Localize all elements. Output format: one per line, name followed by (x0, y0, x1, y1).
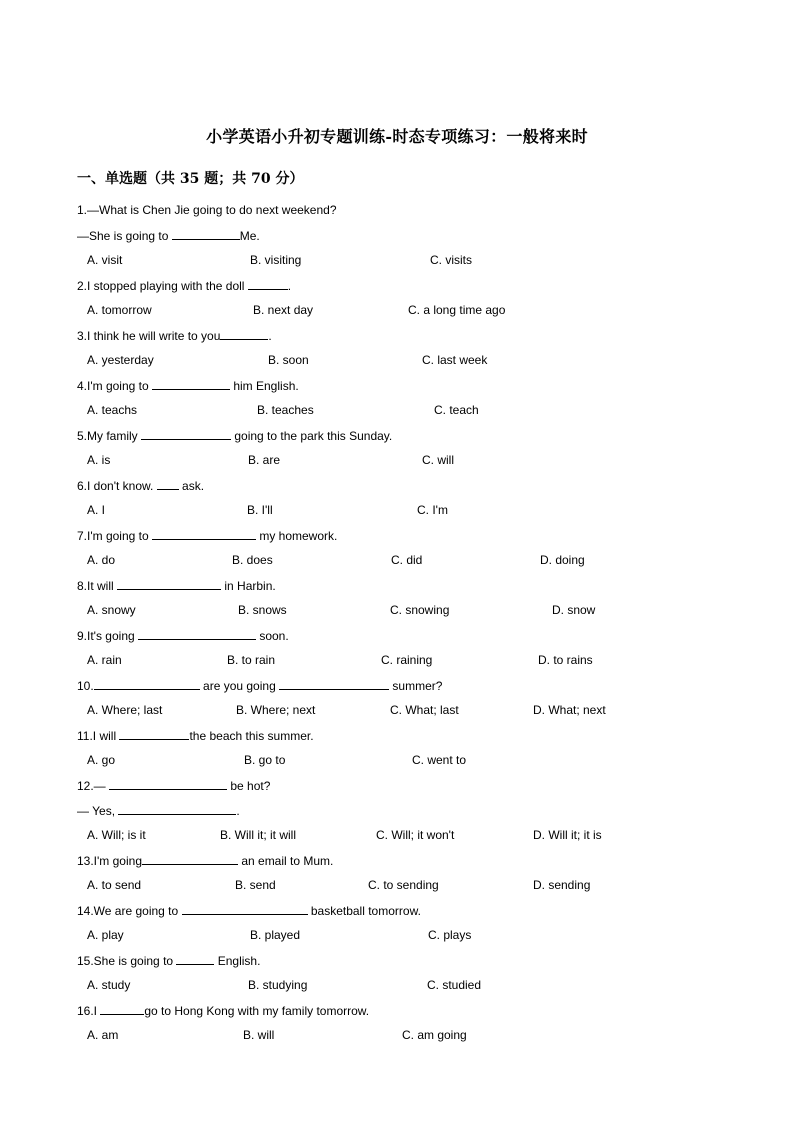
question-text-segment: 6.I don't know. (77, 479, 157, 493)
answer-blank (100, 1001, 144, 1015)
question (77, 851, 737, 901)
answer-blank (117, 576, 221, 590)
answer-blank (141, 426, 231, 440)
answer-option[interactable]: A. go (87, 753, 116, 767)
answer-option[interactable]: B. next day (253, 303, 314, 317)
question-text-segment: go to Hong Kong with my family tomorrow. (144, 1004, 370, 1018)
question-text (77, 276, 737, 301)
question-text-segment: . (287, 279, 292, 293)
answer-option[interactable]: C. teach (434, 403, 479, 417)
answer-blank (172, 226, 240, 240)
question-text (77, 226, 737, 251)
answer-option[interactable]: C. a long time ago (408, 303, 506, 317)
question-text-segment: the beach this summer. (189, 729, 314, 743)
answer-option[interactable]: C. am going (402, 1028, 467, 1042)
question-text (77, 526, 737, 551)
answer-options (77, 751, 737, 776)
answer-option[interactable]: C. last week (422, 353, 488, 367)
answer-blank (157, 476, 179, 490)
answer-options (77, 551, 737, 576)
answer-option[interactable]: A. I (87, 503, 106, 517)
answer-option[interactable]: B. to rain (227, 653, 276, 667)
answer-blank (152, 376, 230, 390)
answer-option[interactable]: B. snows (238, 603, 287, 617)
answer-option[interactable]: C. I'm (417, 503, 448, 517)
question (77, 901, 737, 951)
question-text (77, 626, 737, 651)
answer-blank (109, 776, 227, 790)
answer-options (77, 826, 737, 851)
answer-option[interactable]: B. are (248, 453, 281, 467)
answer-option[interactable]: A. visit (87, 253, 123, 267)
question-text-segment: going to the park this Sunday. (231, 429, 393, 443)
question-text-segment: my homework. (256, 529, 338, 543)
answer-option[interactable]: A. rain (87, 653, 122, 667)
question (77, 276, 737, 326)
answer-options (77, 701, 737, 726)
question-text-segment: him English. (230, 379, 299, 393)
answer-option[interactable]: B. Will it; it will (220, 828, 296, 842)
answer-option[interactable]: D. snow (552, 603, 596, 617)
question-text-segment: 15.She is going to (77, 954, 177, 968)
question-text-segment: 14.We are going to (77, 904, 182, 918)
question-text-segment: are you going (199, 679, 280, 693)
section-heading: 一、单选题（共 35 题；共 70 分） (77, 171, 304, 187)
answer-option[interactable]: C. studied (427, 978, 482, 992)
question-text-segment: Me. (239, 229, 260, 243)
answer-blank (182, 901, 308, 915)
answer-option[interactable]: B. Where; next (236, 703, 316, 717)
answer-options (77, 451, 737, 476)
answer-option[interactable]: A. play (87, 928, 124, 942)
answer-option[interactable]: A. to send (87, 878, 142, 892)
answer-blank (94, 676, 200, 690)
answer-options (77, 501, 737, 526)
answer-options (77, 251, 737, 276)
question-text-segment: 13.I'm going (77, 854, 142, 868)
question (77, 726, 737, 776)
question-text-segment: 5.My family (77, 429, 142, 443)
answer-blank (119, 726, 189, 740)
question (77, 776, 737, 851)
answer-option[interactable]: C. Will; it won't (376, 828, 455, 842)
answer-blank (248, 276, 288, 290)
answer-options (77, 976, 737, 1001)
answer-option[interactable]: B. played (250, 928, 301, 942)
question-text-segment: 11.I will (77, 729, 120, 743)
question-text-segment: 12.— (77, 779, 110, 793)
answer-option[interactable]: D. doing (540, 553, 585, 567)
question (77, 1001, 737, 1051)
answer-option[interactable]: C. will (422, 453, 454, 467)
question-text-segment: ask. (178, 479, 205, 493)
question-text (77, 201, 737, 226)
answer-option[interactable]: A. teachs (87, 403, 138, 417)
answer-option[interactable]: C. raining (381, 653, 433, 667)
question-text-segment: —She is going to (77, 229, 172, 243)
question-text (77, 476, 737, 501)
answer-options (77, 651, 737, 676)
question (77, 951, 737, 1001)
answer-blank (138, 626, 256, 640)
answer-option[interactable]: A. am (87, 1028, 119, 1042)
answer-option[interactable]: A. Where; last (87, 703, 163, 717)
question-list (77, 201, 737, 1051)
question-text (77, 326, 737, 351)
answer-option[interactable]: B. soon (268, 353, 309, 367)
question-text-segment: 10. (77, 679, 94, 693)
answer-option[interactable]: B. I'll (247, 503, 273, 517)
question-text-segment: — Yes, (77, 804, 119, 818)
answer-option[interactable]: B. studying (248, 978, 308, 992)
answer-option[interactable]: C. went to (412, 753, 467, 767)
question-text-segment: 2.I stopped playing with the doll (77, 279, 248, 293)
answer-option[interactable]: D. to rains (538, 653, 593, 667)
question (77, 626, 737, 676)
question-text-segment: summer? (389, 679, 443, 693)
answer-option[interactable]: B. send (235, 878, 276, 892)
question-text-segment: 1.—What is Chen Jie going to do next weekend? (77, 203, 337, 217)
answer-options (77, 401, 737, 426)
answer-blank (279, 676, 389, 690)
answer-option[interactable]: B. does (232, 553, 273, 567)
question-text-segment: 3.I think he will write to you (77, 329, 221, 343)
question-text (77, 676, 737, 701)
answer-blank (118, 801, 236, 815)
question-text-segment: . (236, 804, 240, 818)
answer-options (77, 301, 737, 326)
answer-options (77, 926, 737, 951)
answer-option[interactable]: C. did (391, 553, 423, 567)
question-text (77, 576, 737, 601)
question-text (77, 426, 737, 451)
answer-option[interactable]: B. visiting (250, 253, 302, 267)
question-text-segment: English. (214, 954, 261, 968)
question-text-segment: 7.I'm going to (77, 529, 152, 543)
answer-option[interactable]: C. to sending (368, 878, 439, 892)
question-text-segment: . (268, 329, 272, 343)
answer-option[interactable]: A. yesterday (87, 353, 154, 367)
answer-options (77, 1026, 737, 1051)
question (77, 526, 737, 576)
answer-options (77, 351, 737, 376)
answer-option[interactable]: B. go to (244, 753, 286, 767)
answer-option[interactable]: D. What; next (533, 703, 606, 717)
answer-blank (176, 951, 214, 965)
question-text (77, 801, 737, 826)
question-text-segment: 4.I'm going to (77, 379, 152, 393)
question-text-segment: 16.I (77, 1004, 101, 1018)
answer-option[interactable]: A. tomorrow (87, 303, 152, 317)
answer-option[interactable]: C. plays (428, 928, 472, 942)
question-text (77, 951, 737, 976)
answer-option[interactable]: D. Will it; it is (533, 828, 602, 842)
answer-option[interactable]: C. visits (430, 253, 472, 267)
question-text (77, 376, 737, 401)
question-text (77, 901, 737, 926)
question-text (77, 851, 737, 876)
question (77, 326, 737, 376)
question (77, 426, 737, 476)
answer-option[interactable]: B. teaches (257, 403, 314, 417)
answer-blank (220, 326, 268, 340)
question-text-segment: be hot? (227, 779, 271, 793)
question-text (77, 776, 737, 801)
answer-option[interactable]: B. will (243, 1028, 275, 1042)
question-text-segment: soon. (256, 629, 289, 643)
answer-option[interactable]: A. Will; is it (87, 828, 146, 842)
question-text-segment: an email to Mum. (238, 854, 334, 868)
answer-option[interactable]: A. snowy (87, 603, 136, 617)
answer-option[interactable]: A. do (87, 553, 116, 567)
question (77, 376, 737, 426)
question-text (77, 1001, 737, 1026)
answer-option[interactable]: D. sending (533, 878, 591, 892)
answer-blank (142, 851, 238, 865)
question (77, 201, 737, 276)
answer-blank (152, 526, 256, 540)
question (77, 476, 737, 526)
answer-option[interactable]: C. snowing (390, 603, 450, 617)
answer-option[interactable]: C. What; last (390, 703, 459, 717)
question (77, 676, 737, 726)
page-title: 小学英语小升初专题训练-时态专项练习：一般将来时 (206, 127, 588, 146)
question-text-segment: in Harbin. (221, 579, 276, 593)
answer-options (77, 876, 737, 901)
question-text (77, 726, 737, 751)
answer-options (77, 601, 737, 626)
question (77, 576, 737, 626)
question-text-segment: 9.It's going (77, 629, 138, 643)
answer-option[interactable]: A. is (87, 453, 111, 467)
question-text-segment: basketball tomorrow. (307, 904, 421, 918)
answer-option[interactable]: A. study (87, 978, 131, 992)
question-text-segment: 8.It will (77, 579, 118, 593)
